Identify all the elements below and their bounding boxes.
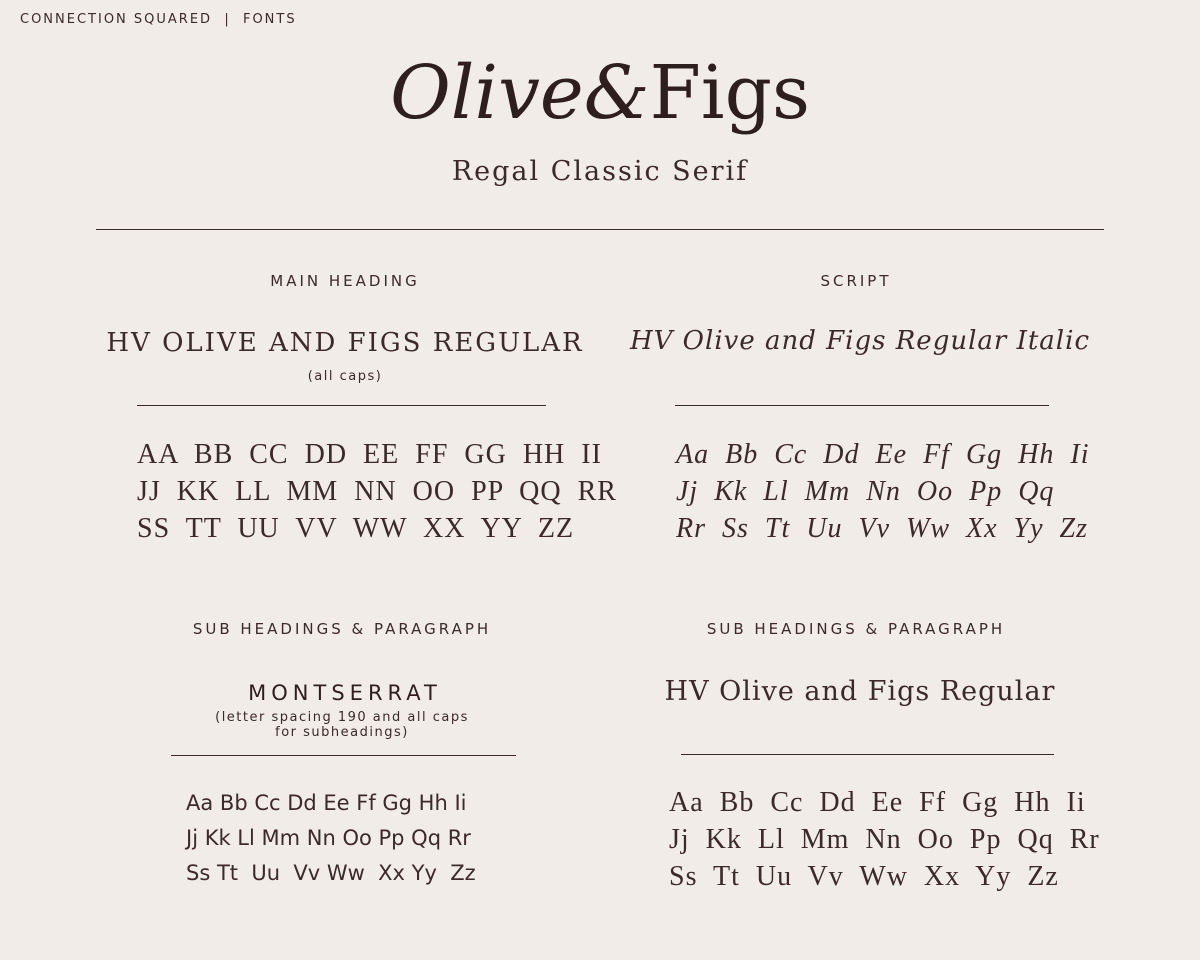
- script-label: SCRIPT: [820, 272, 892, 290]
- alphabet-line: AA BB CC DD EE FF GG HH II: [137, 439, 602, 470]
- sub-left-note-1: (letter spacing 190 and all caps: [215, 710, 469, 725]
- sub-right-font-name: HV Olive and Figs Regular: [664, 676, 1056, 707]
- script-font-name: HV Olive and Figs Regular Italic: [629, 326, 1091, 356]
- script-divider: [675, 405, 1049, 406]
- alphabet-line: Ss Tt Uu Vv Ww Xx Yy Zz: [186, 861, 476, 885]
- script-alphabet: [676, 436, 1090, 547]
- header-divider: [96, 229, 1104, 230]
- alphabet-line: SS TT UU VV WW XX YY ZZ: [137, 513, 575, 544]
- alphabet-line: Rr Ss Tt Uu Vv Ww Xx Yy Zz: [676, 513, 1088, 544]
- sub-left-alphabet: [186, 786, 476, 891]
- logo-ampersand: &: [583, 50, 650, 136]
- alphabet-line: Aa Bb Cc Dd Ee Ff Gg Hh Ii: [669, 787, 1086, 818]
- logo: [0, 48, 1200, 138]
- alphabet-line: Jj Kk Ll Mm Nn Oo Pp Qq Rr: [669, 824, 1100, 855]
- main-heading-font-name: HV OLIVE AND FIGS REGULAR: [106, 328, 584, 358]
- sub-left-divider: [171, 755, 516, 756]
- sub-right-alphabet: [669, 784, 1100, 895]
- alphabet-line: JJ KK LL MM NN OO PP QQ RR: [137, 476, 617, 507]
- alphabet-line: Aa Bb Cc Dd Ee Ff Gg Hh Ii: [186, 791, 467, 815]
- sub-left-label: SUB HEADINGS & PARAGRAPH: [192, 620, 492, 638]
- alphabet-line: Ss Tt Uu Vv Ww Xx Yy Zz: [669, 861, 1059, 892]
- logo-part-olive: Olive: [390, 50, 584, 136]
- brand-line: CONNECTION SQUARED | FONTS: [20, 12, 297, 27]
- alphabet-line: Jj Kk Ll Mm Nn Oo Pp Qq: [676, 476, 1055, 507]
- alphabet-line: Jj Kk Ll Mm Nn Oo Pp Qq Rr: [186, 826, 471, 850]
- sub-right-label: SUB HEADINGS & PARAGRAPH: [706, 620, 1006, 638]
- logo-part-figs: Figs: [649, 50, 810, 136]
- tagline: Regal Classic Serif: [451, 156, 749, 187]
- main-heading-alphabet: [137, 436, 617, 547]
- main-heading-note: (all caps): [307, 369, 383, 384]
- main-heading-divider: [137, 405, 546, 406]
- sub-left-font-name: MONTSERRAT: [248, 681, 442, 705]
- sub-right-divider: [681, 754, 1054, 755]
- main-heading-label: MAIN HEADING: [270, 272, 420, 290]
- sub-left-note-2: for subheadings): [275, 725, 409, 740]
- alphabet-line: Aa Bb Cc Dd Ee Ff Gg Hh Ii: [676, 439, 1090, 470]
